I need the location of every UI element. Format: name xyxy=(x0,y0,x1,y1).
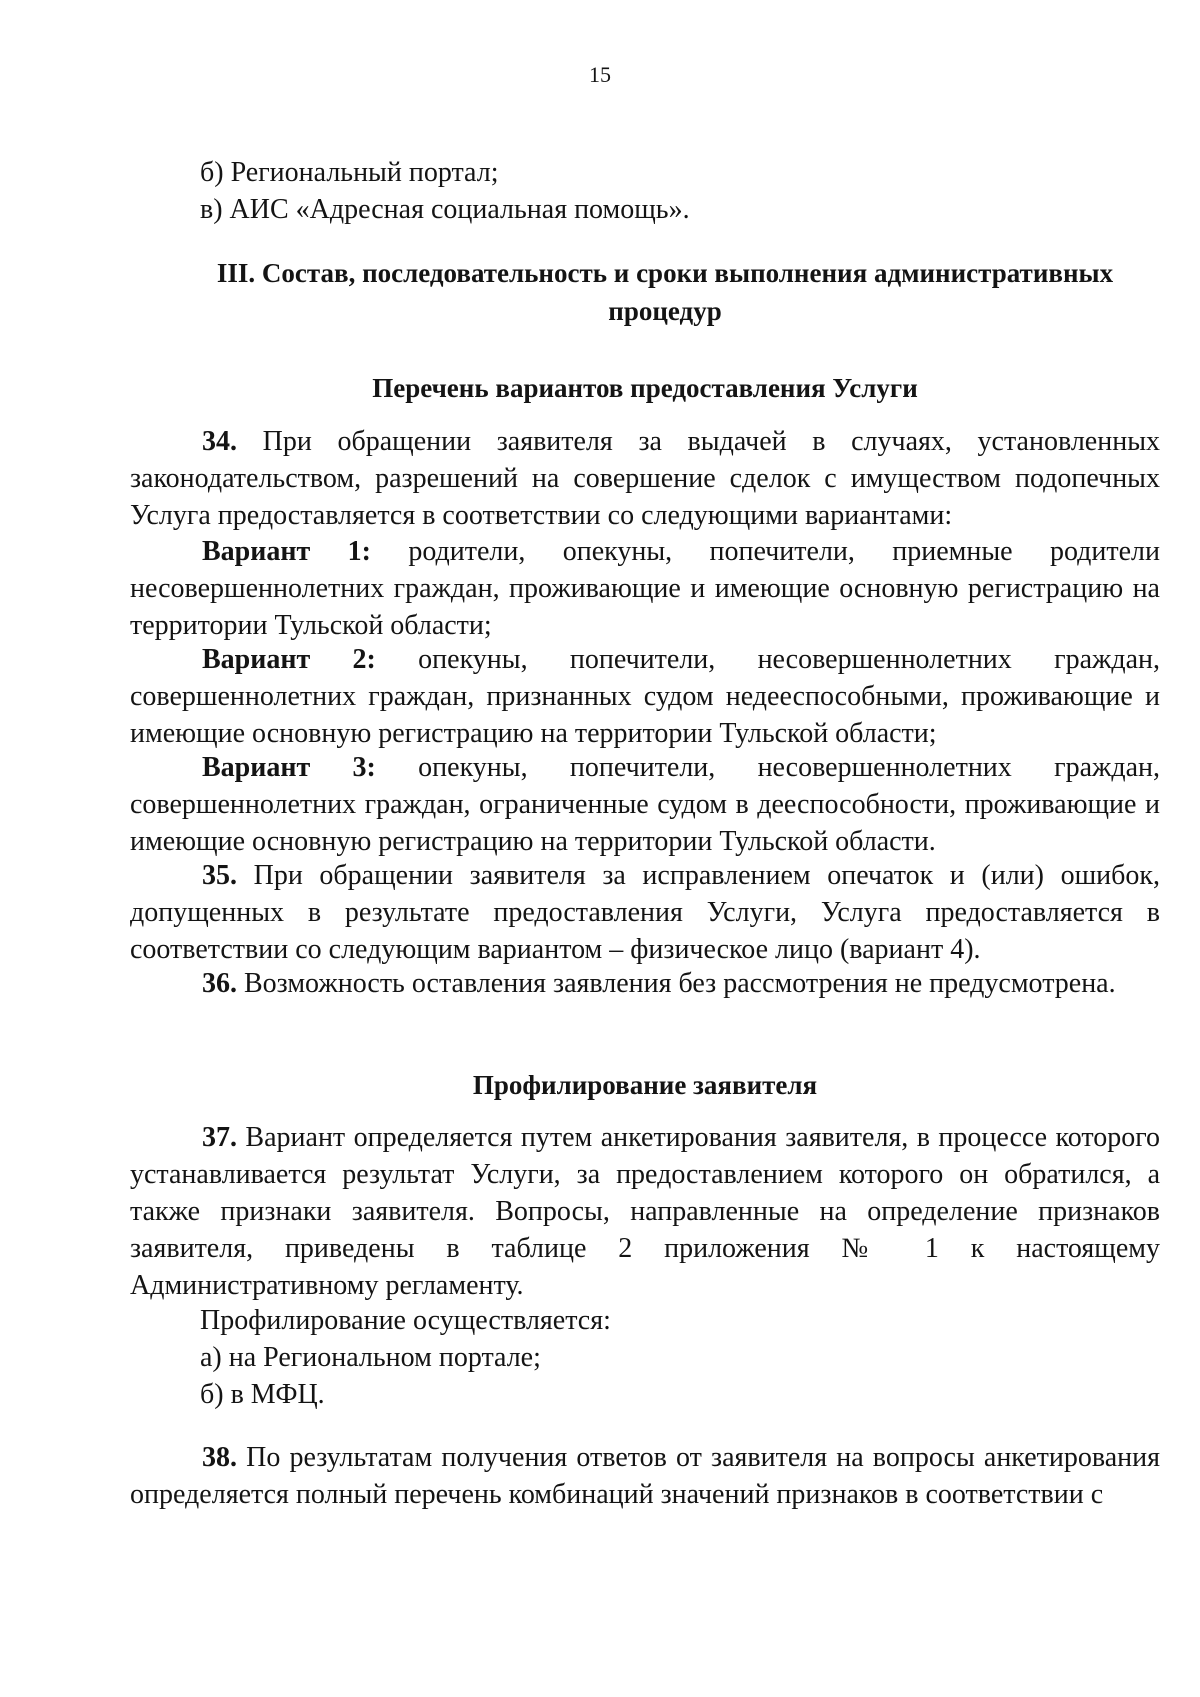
profiling-item-a: а) на Региональном портале; xyxy=(200,1342,541,1373)
paragraph-number: 38. xyxy=(202,1442,237,1473)
variant-text: опекуны, попечители, несовершеннолетних граждан, совершеннолетних граждан, признанных судом недееспособными, проживающие и имеющие основную регистрацию на территории Тульской области; xyxy=(130,644,1160,749)
page-number: 15 xyxy=(589,62,611,87)
paragraph-text: По результатам получения ответов от заявителя на вопросы анкетирования определяется полный перечень комбинаций значений признаков в соответствии с xyxy=(130,1442,1160,1510)
paragraph-number: 34. xyxy=(202,426,237,457)
paragraph-text: При обращении заявителя за выдачей в случаях, установленных законодательством, разрешений на совершение сделок с имуществом подопечных Услуга предоставляется в соответствии со следующими вариантами: xyxy=(130,426,1160,531)
profiling-intro: Профилирование осуществляется: xyxy=(200,1305,611,1336)
variant-1 xyxy=(130,533,1160,644)
paragraph-38 xyxy=(130,1439,1160,1513)
paragraph-number: 37. xyxy=(202,1122,237,1153)
variant-3 xyxy=(130,749,1160,860)
variant-label: Вариант 3: xyxy=(202,752,376,783)
list-item-b: б) Региональный портал; xyxy=(200,157,499,188)
list-item-v: в) АИС «Адресная социальная помощь». xyxy=(200,194,690,225)
variant-text: родители, опекуны, попечители, приемные родители несовершеннолетних граждан, проживающие и имеющие основную регистрацию на территории Тульской области; xyxy=(130,536,1161,641)
subsection-title-profiling: Профилирование заявителя xyxy=(472,1070,818,1100)
paragraph-37 xyxy=(130,1119,1160,1304)
paragraph-text: Возможность оставления заявления без рассмотрения не предусмотрена. xyxy=(237,968,1116,999)
section-title: III. Состав, последовательность и сроки выполнения административных процедур xyxy=(216,258,1114,326)
variant-label: Вариант 2: xyxy=(202,644,376,675)
paragraph-35 xyxy=(130,857,1160,968)
paragraph-36 xyxy=(130,965,1160,1002)
variant-2 xyxy=(130,641,1160,752)
paragraph-text: При обращении заявителя за исправлением опечаток и (или) ошибок, допущенных в результате предоставления Услуги, Услуга предоставляется в соответствии со следующим вариантом – физическое лицо (вариант 4). xyxy=(130,860,1160,965)
subsection-title-variants: Перечень вариантов предоставления Услуги xyxy=(372,373,918,403)
variant-label: Вариант 1: xyxy=(202,536,371,567)
profiling-item-b: б) в МФЦ. xyxy=(200,1379,325,1410)
variant-text: опекуны, попечители, несовершеннолетних граждан, совершеннолетних граждан, ограниченные судом в дееспособности, проживающие и имеющие основную регистрацию на территории Тульской области. xyxy=(130,752,1160,857)
paragraph-number: 35. xyxy=(202,860,237,891)
paragraph-text: Вариант определяется путем анкетирования заявителя, в процессе которого устанавливается результат Услуги, за предоставлением которого он обратился, а также признаки заявителя. Вопросы, направленные на определение признаков заявителя, приведены в таблице 2 приложения № 1 к настоящему Административному регламенту. xyxy=(130,1122,1160,1301)
paragraph-34 xyxy=(130,423,1160,534)
paragraph-number: 36. xyxy=(202,968,237,999)
